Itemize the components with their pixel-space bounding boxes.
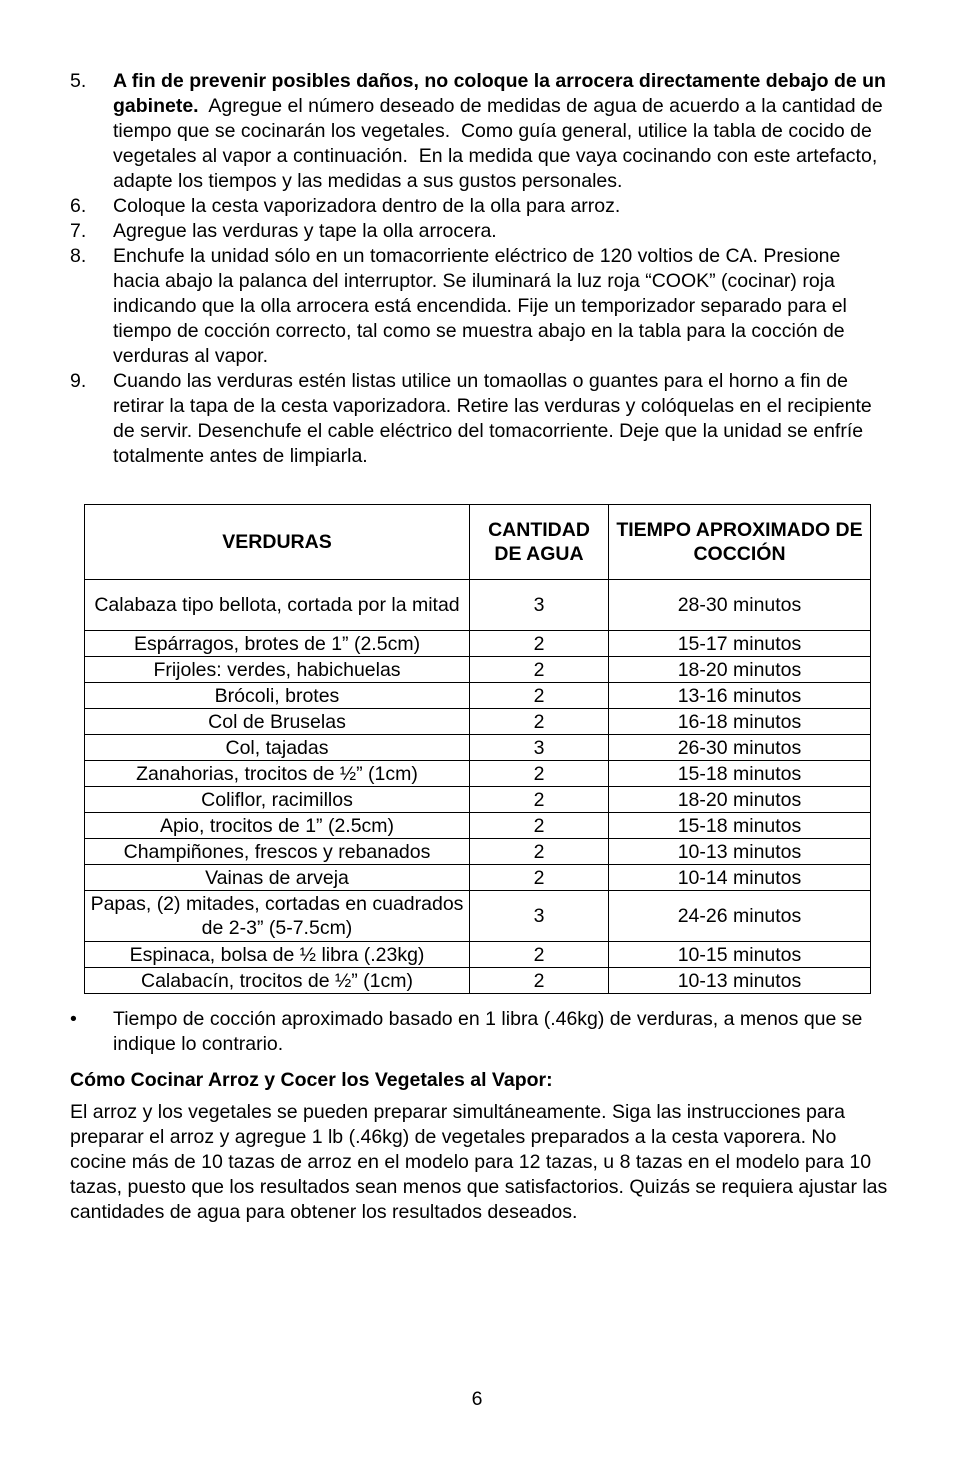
cell-tiempo: 10-13 minutos <box>609 968 871 994</box>
step-7 <box>70 219 890 244</box>
table-row <box>85 709 871 735</box>
cell-verdura: Frijoles: verdes, habichuelas <box>85 657 470 683</box>
step-6 <box>70 194 890 219</box>
table-row <box>85 968 871 994</box>
bullet: • <box>70 1008 77 1030</box>
cell-verdura: Apio, trocitos de 1” (2.5cm) <box>85 813 470 839</box>
cell-verdura: Coliflor, racimillos <box>85 787 470 813</box>
cell-cantidad-agua: 3 <box>470 891 609 942</box>
cell-cantidad-agua: 2 <box>470 865 609 891</box>
cell-tiempo: 28-30 minutos <box>609 580 871 631</box>
cell-tiempo: 16-18 minutos <box>609 709 871 735</box>
step-number: 5. <box>70 70 87 92</box>
step-text: Cuando las verduras estén listas utilice un tomaollas o guantes para el horno a fin de retirar la tapa de la cesta vaporizadora. Retire las verduras y colóquelas en el recipiente de servir. Desenchufe el cable eléctrico del tomacorriente. Deje que la unidad se enfríe totalmente antes de limpiarla. <box>113 370 872 467</box>
step-number: 8. <box>70 245 87 267</box>
cell-cantidad-agua: 2 <box>470 709 609 735</box>
step-text: Agregue el número deseado de medidas de agua de acuerdo a la cantidad de tiempo que se cocinarán los vegetales. Como guía general, utilice la tabla de cocido de vegetales al vapor a continuación. En la medida que vaya cocinando con este artefacto, adapte los tiempos y las medidas a sus gustos personales. <box>113 95 889 192</box>
table-row <box>85 813 871 839</box>
cell-cantidad-agua: 2 <box>470 787 609 813</box>
cell-verdura: Papas, (2) mitades, cortadas en cuadrados de 2-3” (5-7.5cm) <box>85 891 470 942</box>
instruction-steps <box>70 69 890 469</box>
cell-verdura: Calabaza tipo bellota, cortada por la mitad <box>85 580 470 631</box>
cell-verdura: Champiñones, frescos y rebanados <box>85 839 470 865</box>
step-number: 7. <box>70 220 87 242</box>
cell-tiempo: 15-18 minutos <box>609 761 871 787</box>
table-header-row <box>85 505 871 580</box>
cell-verdura: Espinaca, bolsa de ½ libra (.23kg) <box>85 942 470 968</box>
cell-tiempo: 24-26 minutos <box>609 891 871 942</box>
header-verduras: VERDURAS <box>85 505 470 580</box>
cell-tiempo: 15-17 minutos <box>609 631 871 657</box>
step-9 <box>70 369 890 469</box>
table-row <box>85 839 871 865</box>
cell-cantidad-agua: 3 <box>470 735 609 761</box>
cell-cantidad-agua: 2 <box>470 968 609 994</box>
header-cantidad-agua: CANTIDAD DE AGUA <box>470 505 609 580</box>
cell-tiempo: 10-13 minutos <box>609 839 871 865</box>
header-tiempo: TIEMPO APROXIMADO DE COCCIÓN <box>609 505 871 580</box>
step-5 <box>70 69 890 194</box>
table-row <box>85 657 871 683</box>
note <box>70 1007 890 1057</box>
cell-cantidad-agua: 2 <box>470 942 609 968</box>
step-text: Agregue las verduras y tape la olla arrocera. <box>113 220 497 242</box>
cell-cantidad-agua: 2 <box>470 839 609 865</box>
step-number: 9. <box>70 370 87 392</box>
table-row <box>85 735 871 761</box>
cell-tiempo: 18-20 minutos <box>609 657 871 683</box>
page-number: 6 <box>471 1388 483 1410</box>
section-paragraph: El arroz y los vegetales se pueden preparar simultáneamente. Siga las instrucciones para preparar el arroz y agregue 1 lb (.46kg) de vegetales preparados a la cesta vaporera. No cocine más de 10 tazas de arroz en el modelo para 12 tazas, u 8 tazas en el modelo para 10 tazas, puesto que los resultados sean menos que satisfactorios. Quizás se requiera ajustar las cantidades de agua para obtener los resultados deseados. <box>70 1101 888 1223</box>
section-heading: Cómo Cocinar Arroz y Cocer los Vegetales al Vapor: <box>70 1069 553 1091</box>
cell-verdura: Calabacín, trocitos de ½” (1cm) <box>85 968 470 994</box>
cell-cantidad-agua: 2 <box>470 813 609 839</box>
cell-cantidad-agua: 3 <box>470 580 609 631</box>
cell-verdura: Espárragos, brotes de 1” (2.5cm) <box>85 631 470 657</box>
table-row <box>85 761 871 787</box>
step-warning: A fin de prevenir posibles daños, no coloque la arrocera directamente debajo de un gabinete. <box>113 70 886 117</box>
cell-verdura: Vainas de arveja <box>85 865 470 891</box>
table-row <box>85 683 871 709</box>
table-row <box>85 631 871 657</box>
cell-tiempo: 18-20 minutos <box>609 787 871 813</box>
cell-cantidad-agua: 2 <box>470 761 609 787</box>
step-8 <box>70 244 890 369</box>
cell-verdura: Brócoli, brotes <box>85 683 470 709</box>
table-row <box>85 865 871 891</box>
cell-verdura: Zanahorias, trocitos de ½” (1cm) <box>85 761 470 787</box>
table-row <box>85 787 871 813</box>
table-body <box>85 580 871 994</box>
step-text: Coloque la cesta vaporizadora dentro de la olla para arroz. <box>113 195 621 217</box>
cell-cantidad-agua: 2 <box>470 657 609 683</box>
note-text: Tiempo de cocción aproximado basado en 1 libra (.46kg) de verduras, a menos que se indique lo contrario. <box>113 1008 863 1055</box>
cell-tiempo: 26-30 minutos <box>609 735 871 761</box>
cell-tiempo: 13-16 minutos <box>609 683 871 709</box>
cell-tiempo: 10-14 minutos <box>609 865 871 891</box>
step-text: Enchufe la unidad sólo en un tomacorriente eléctrico de 120 voltios de CA. Presione hacia abajo la palanca del interruptor. Se iluminará la luz roja “COOK” (cocinar) roja indicando que la olla arrocera está encendida. Fije un temporizador separado para el tiempo de cocción correcto, tal como se muestra abajo en la tabla para la cocción de verduras al vapor. <box>113 245 847 367</box>
cell-cantidad-agua: 2 <box>470 631 609 657</box>
cell-verdura: Col de Bruselas <box>85 709 470 735</box>
table-row <box>85 942 871 968</box>
steaming-chart-table <box>84 504 871 994</box>
step-number: 6. <box>70 195 87 217</box>
table-row <box>85 891 871 942</box>
cell-tiempo: 15-18 minutos <box>609 813 871 839</box>
table-row <box>85 580 871 631</box>
cell-cantidad-agua: 2 <box>470 683 609 709</box>
cell-tiempo: 10-15 minutos <box>609 942 871 968</box>
cell-verdura: Col, tajadas <box>85 735 470 761</box>
